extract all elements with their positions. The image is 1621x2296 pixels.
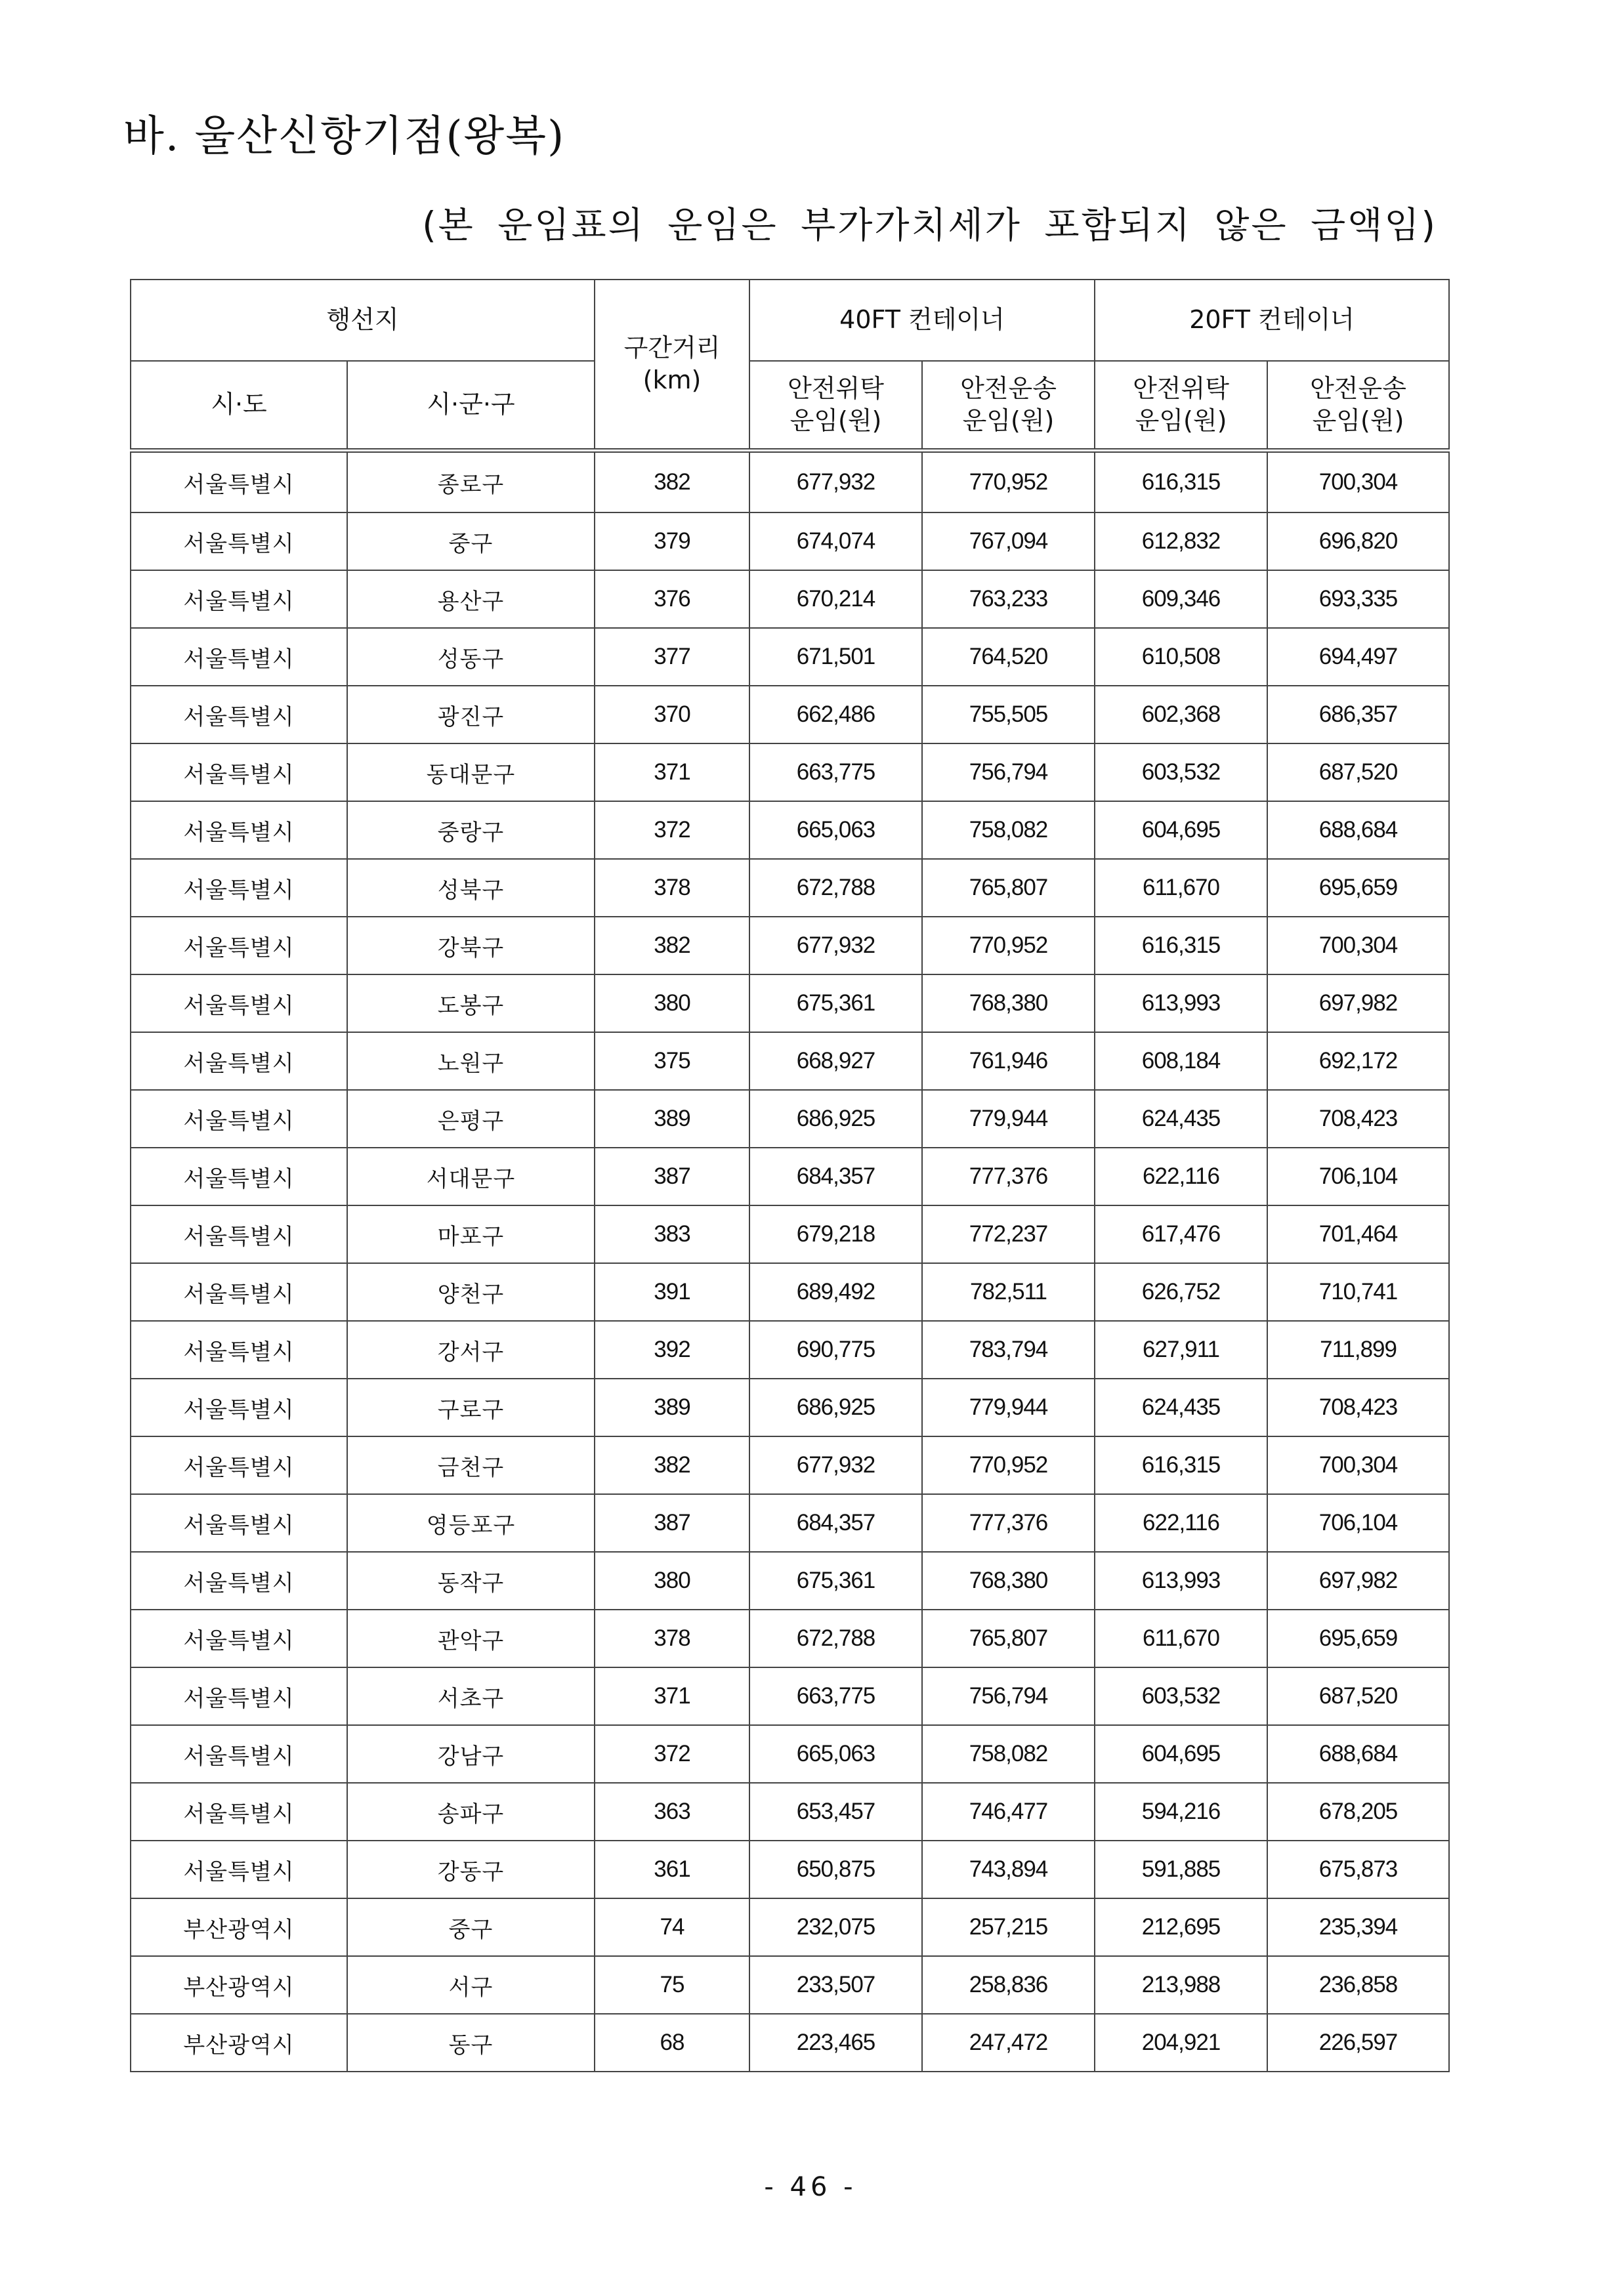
province-cell: 서울특별시 [131,628,347,686]
ft40-consign-rate-cell: 665,063 [749,1725,922,1783]
ft20-consign-rate-cell: 603,532 [1095,743,1267,801]
province-cell: 서울특별시 [131,686,347,743]
table-row [131,1148,1449,1205]
province-cell: 서울특별시 [131,1379,347,1436]
ft40-transport-rate-cell: 258,836 [922,1956,1095,2014]
ft40-transport-rate-cell: 770,952 [922,451,1095,513]
province-cell: 서울특별시 [131,512,347,570]
ft40-transport-rate-cell: 756,794 [922,1667,1095,1725]
ft40-transport-rate-cell: 743,894 [922,1841,1095,1898]
ft20-consign-rate-cell: 609,346 [1095,570,1267,628]
ft20-consign-rate-cell: 626,752 [1095,1263,1267,1321]
ft40-transport-rate-cell: 765,807 [922,859,1095,917]
ft20-consign-rate-cell: 622,116 [1095,1148,1267,1205]
ft40-consign-rate-cell: 668,927 [749,1032,922,1090]
district-cell: 강서구 [347,1321,595,1379]
district-cell: 동구 [347,2014,595,2072]
table-row [131,1841,1449,1898]
distance-cell: 379 [595,512,749,570]
table-row [131,1205,1449,1263]
ft20-transport-rate-cell: 678,205 [1267,1783,1449,1841]
ft20-consign-rate-cell: 612,832 [1095,512,1267,570]
district-cell: 금천구 [347,1436,595,1494]
province-cell: 서울특별시 [131,974,347,1032]
freight-rate-table [130,279,1450,2072]
ft20-transport-rate-cell: 708,423 [1267,1090,1449,1148]
ft40-transport-rate-cell: 768,380 [922,974,1095,1032]
ft40-consign-rate-cell: 690,775 [749,1321,922,1379]
district-cell: 성북구 [347,859,595,917]
ft20-transport-rate-cell: 687,520 [1267,743,1449,801]
province-cell: 서울특별시 [131,1321,347,1379]
distance-cell: 389 [595,1379,749,1436]
table-row [131,1090,1449,1148]
province-cell: 서울특별시 [131,1610,347,1667]
ft40-transport-rate-cell: 767,094 [922,512,1095,570]
ft20-consign-rate-cell: 616,315 [1095,451,1267,513]
district-cell: 중구 [347,1898,595,1956]
district-cell: 은평구 [347,1090,595,1148]
ft20-transport-rate-cell: 697,982 [1267,1552,1449,1610]
province-cell: 서울특별시 [131,1263,347,1321]
ft40-consign-rate-cell: 677,932 [749,917,922,974]
ft40-transport-rate-cell: 755,505 [922,686,1095,743]
province-cell: 서울특별시 [131,1725,347,1783]
distance-cell: 389 [595,1090,749,1148]
district-cell: 성동구 [347,628,595,686]
table-row [131,1032,1449,1090]
table-row [131,743,1449,801]
ft20-transport-rate-cell: 697,982 [1267,974,1449,1032]
ft40-transport-rate-cell: 768,380 [922,1552,1095,1610]
ft20-consign-rate-cell: 613,993 [1095,974,1267,1032]
distance-cell: 380 [595,1552,749,1610]
ft20-consign-rate-cell: 591,885 [1095,1841,1267,1898]
ft40-consign-rate-cell: 663,775 [749,743,922,801]
ft20-consign-rate-cell: 212,695 [1095,1898,1267,1956]
province-cell: 서울특별시 [131,1205,347,1263]
ft20-consign-rate-cell: 611,670 [1095,1610,1267,1667]
distance-cell: 370 [595,686,749,743]
distance-cell: 372 [595,801,749,859]
ft20-consign-rate-cell: 602,368 [1095,686,1267,743]
ft20-transport-rate-cell: 700,304 [1267,917,1449,974]
province-cell: 서울특별시 [131,917,347,974]
distance-cell: 387 [595,1148,749,1205]
district-cell: 서초구 [347,1667,595,1725]
province-cell: 서울특별시 [131,1841,347,1898]
table-row [131,1898,1449,1956]
ft40-consign-rate-cell: 233,507 [749,1956,922,2014]
province-cell: 부산광역시 [131,1898,347,1956]
table-row [131,1263,1449,1321]
ft40-consign-rate-cell: 662,486 [749,686,922,743]
ft40-consign-rate-cell: 686,925 [749,1379,922,1436]
ft40-consign-rate-cell: 671,501 [749,628,922,686]
ft40-transport-rate-cell: 772,237 [922,1205,1095,1263]
ft40-transport-rate-cell: 779,944 [922,1090,1095,1148]
district-cell: 광진구 [347,686,595,743]
vat-note: (본 운임표의 운임은 부가가치세가 포함되지 않은 금액임) [422,204,1437,246]
ft20-transport-rate-cell: 695,659 [1267,859,1449,917]
district-cell: 중구 [347,512,595,570]
section-title: 바. 울산신항기점(왕복) [123,112,566,161]
province-cell: 서울특별시 [131,743,347,801]
ft20-transport-rate-cell: 235,394 [1267,1898,1449,1956]
ft20-transport-rate-cell: 700,304 [1267,1436,1449,1494]
district-cell: 도봉구 [347,974,595,1032]
ft40-transport-rate-cell: 782,511 [922,1263,1095,1321]
ft20-container-header: 20FT 컨테이너 [1095,280,1449,361]
ft20-transport-rate-cell: 700,304 [1267,451,1449,513]
ft40-consign-rate-cell: 223,465 [749,2014,922,2072]
table-row [131,1783,1449,1841]
province-cell: 서울특별시 [131,1552,347,1610]
ft40-transport-rate-cell: 761,946 [922,1032,1095,1090]
table-body [131,451,1449,2072]
distance-cell: 74 [595,1898,749,1956]
table-row [131,1956,1449,2014]
district-cell: 서구 [347,1956,595,2014]
ft20-consign-rate-cell: 622,116 [1095,1494,1267,1552]
district-cell: 관악구 [347,1610,595,1667]
ft40-consign-rate-cell: 672,788 [749,1610,922,1667]
ft40-consign-rate-cell: 677,932 [749,451,922,513]
ft40-consign-rate-cell: 677,932 [749,1436,922,1494]
distance-cell: 378 [595,1610,749,1667]
ft40-consign-rate-cell: 232,075 [749,1898,922,1956]
ft20-transport-rate-cell: 706,104 [1267,1494,1449,1552]
ft40-consign-rate-cell: 672,788 [749,859,922,917]
ft20-transport-rate-cell: 688,684 [1267,801,1449,859]
table-row [131,801,1449,859]
ft40-transport-rate-header: 안전운송 운임(원) [922,361,1095,451]
district-cell: 중랑구 [347,801,595,859]
province-cell: 서울특별시 [131,859,347,917]
distance-cell: 380 [595,974,749,1032]
distance-cell: 377 [595,628,749,686]
table-row [131,1379,1449,1436]
district-cell: 서대문구 [347,1148,595,1205]
ft20-consign-rate-cell: 604,695 [1095,801,1267,859]
ft20-consign-rate-cell: 627,911 [1095,1321,1267,1379]
ft20-consign-rate-cell: 604,695 [1095,1725,1267,1783]
ft40-consign-rate-cell: 675,361 [749,974,922,1032]
ft20-consign-rate-cell: 624,435 [1095,1090,1267,1148]
province-cell: 서울특별시 [131,1148,347,1205]
distance-header: 구간거리 (km) [595,280,749,451]
ft40-transport-rate-cell: 257,215 [922,1898,1095,1956]
province-cell: 부산광역시 [131,1956,347,2014]
destination-header: 행선지 [131,280,595,361]
table-row [131,2014,1449,2072]
table-row [131,859,1449,917]
ft20-transport-rate-cell: 693,335 [1267,570,1449,628]
province-cell: 서울특별시 [131,1783,347,1841]
distance-cell: 371 [595,1667,749,1725]
ft20-transport-rate-cell: 695,659 [1267,1610,1449,1667]
ft20-transport-rate-cell: 696,820 [1267,512,1449,570]
ft20-transport-rate-cell: 686,357 [1267,686,1449,743]
ft40-consign-rate-cell: 686,925 [749,1090,922,1148]
ft20-transport-rate-cell: 236,858 [1267,1956,1449,2014]
distance-cell: 378 [595,859,749,917]
distance-cell: 361 [595,1841,749,1898]
district-cell: 마포구 [347,1205,595,1263]
province-cell: 서울특별시 [131,1032,347,1090]
ft40-consign-rate-cell: 689,492 [749,1263,922,1321]
province-cell: 서울특별시 [131,1090,347,1148]
district-cell: 동작구 [347,1552,595,1610]
district-cell: 용산구 [347,570,595,628]
ft20-consign-rate-cell: 608,184 [1095,1032,1267,1090]
province-header: 시·도 [131,361,347,451]
header-row-top [131,280,1449,361]
distance-cell: 382 [595,1436,749,1494]
ft40-consign-rate-cell: 675,361 [749,1552,922,1610]
ft40-transport-rate-cell: 746,477 [922,1783,1095,1841]
district-cell: 강북구 [347,917,595,974]
ft20-transport-rate-cell: 675,873 [1267,1841,1449,1898]
ft20-transport-rate-cell: 694,497 [1267,628,1449,686]
table-row [131,686,1449,743]
district-header: 시·군·구 [347,361,595,451]
ft40-transport-rate-cell: 763,233 [922,570,1095,628]
ft40-consign-rate-header: 안전위탁 운임(원) [749,361,922,451]
ft20-consign-rate-cell: 594,216 [1095,1783,1267,1841]
district-cell: 강동구 [347,1841,595,1898]
district-cell: 영등포구 [347,1494,595,1552]
distance-cell: 75 [595,1956,749,2014]
distance-cell: 382 [595,451,749,513]
province-cell: 서울특별시 [131,451,347,513]
province-cell: 서울특별시 [131,1494,347,1552]
ft20-transport-rate-cell: 706,104 [1267,1148,1449,1205]
header-row-sub [131,361,1449,451]
table-row [131,1610,1449,1667]
ft40-consign-rate-cell: 665,063 [749,801,922,859]
ft40-consign-rate-cell: 653,457 [749,1783,922,1841]
ft20-transport-rate-cell: 701,464 [1267,1205,1449,1263]
table-row [131,974,1449,1032]
distance-cell: 371 [595,743,749,801]
table-row [131,451,1449,513]
province-cell: 부산광역시 [131,2014,347,2072]
district-cell: 양천구 [347,1263,595,1321]
district-cell: 송파구 [347,1783,595,1841]
ft20-transport-rate-cell: 226,597 [1267,2014,1449,2072]
page-number: - 46 - [764,2172,857,2202]
ft20-transport-rate-cell: 711,899 [1267,1321,1449,1379]
ft20-consign-rate-cell: 613,993 [1095,1552,1267,1610]
table-row [131,628,1449,686]
ft40-transport-rate-cell: 770,952 [922,1436,1095,1494]
ft20-transport-rate-cell: 687,520 [1267,1667,1449,1725]
distance-cell: 382 [595,917,749,974]
district-cell: 동대문구 [347,743,595,801]
ft40-container-header: 40FT 컨테이너 [749,280,1095,361]
ft40-transport-rate-cell: 758,082 [922,801,1095,859]
ft20-consign-rate-cell: 616,315 [1095,917,1267,974]
ft40-consign-rate-cell: 650,875 [749,1841,922,1898]
ft20-consign-rate-cell: 617,476 [1095,1205,1267,1263]
province-cell: 서울특별시 [131,1436,347,1494]
ft20-consign-rate-cell: 610,508 [1095,628,1267,686]
table-row [131,512,1449,570]
table-row [131,1667,1449,1725]
ft40-transport-rate-cell: 764,520 [922,628,1095,686]
ft40-consign-rate-cell: 674,074 [749,512,922,570]
ft40-consign-rate-cell: 663,775 [749,1667,922,1725]
table-row [131,570,1449,628]
distance-cell: 392 [595,1321,749,1379]
distance-cell: 363 [595,1783,749,1841]
table-row [131,1494,1449,1552]
ft40-consign-rate-cell: 670,214 [749,570,922,628]
distance-cell: 383 [595,1205,749,1263]
ft20-transport-rate-cell: 710,741 [1267,1263,1449,1321]
ft40-transport-rate-cell: 770,952 [922,917,1095,974]
table-row [131,1436,1449,1494]
ft20-consign-rate-cell: 213,988 [1095,1956,1267,2014]
ft20-consign-rate-cell: 616,315 [1095,1436,1267,1494]
table-row [131,1552,1449,1610]
district-cell: 노원구 [347,1032,595,1090]
ft20-consign-rate-cell: 624,435 [1095,1379,1267,1436]
ft40-transport-rate-cell: 765,807 [922,1610,1095,1667]
ft40-transport-rate-cell: 247,472 [922,2014,1095,2072]
table-row [131,1321,1449,1379]
ft20-consign-rate-cell: 611,670 [1095,859,1267,917]
distance-cell: 387 [595,1494,749,1552]
distance-cell: 391 [595,1263,749,1321]
ft40-transport-rate-cell: 756,794 [922,743,1095,801]
ft40-consign-rate-cell: 679,218 [749,1205,922,1263]
ft40-transport-rate-cell: 777,376 [922,1148,1095,1205]
ft20-transport-rate-cell: 708,423 [1267,1379,1449,1436]
ft20-transport-rate-header: 안전운송 운임(원) [1267,361,1449,451]
province-cell: 서울특별시 [131,1667,347,1725]
ft20-consign-rate-header: 안전위탁 운임(원) [1095,361,1267,451]
distance-cell: 375 [595,1032,749,1090]
ft40-consign-rate-cell: 684,357 [749,1494,922,1552]
distance-cell: 372 [595,1725,749,1783]
ft40-transport-rate-cell: 779,944 [922,1379,1095,1436]
table-row [131,917,1449,974]
district-cell: 종로구 [347,451,595,513]
ft20-consign-rate-cell: 603,532 [1095,1667,1267,1725]
distance-cell: 68 [595,2014,749,2072]
distance-cell: 376 [595,570,749,628]
ft40-transport-rate-cell: 758,082 [922,1725,1095,1783]
district-cell: 강남구 [347,1725,595,1783]
ft40-transport-rate-cell: 783,794 [922,1321,1095,1379]
district-cell: 구로구 [347,1379,595,1436]
ft40-consign-rate-cell: 684,357 [749,1148,922,1205]
ft20-transport-rate-cell: 688,684 [1267,1725,1449,1783]
province-cell: 서울특별시 [131,801,347,859]
ft20-consign-rate-cell: 204,921 [1095,2014,1267,2072]
ft40-transport-rate-cell: 777,376 [922,1494,1095,1552]
table-row [131,1725,1449,1783]
ft20-transport-rate-cell: 692,172 [1267,1032,1449,1090]
province-cell: 서울특별시 [131,570,347,628]
